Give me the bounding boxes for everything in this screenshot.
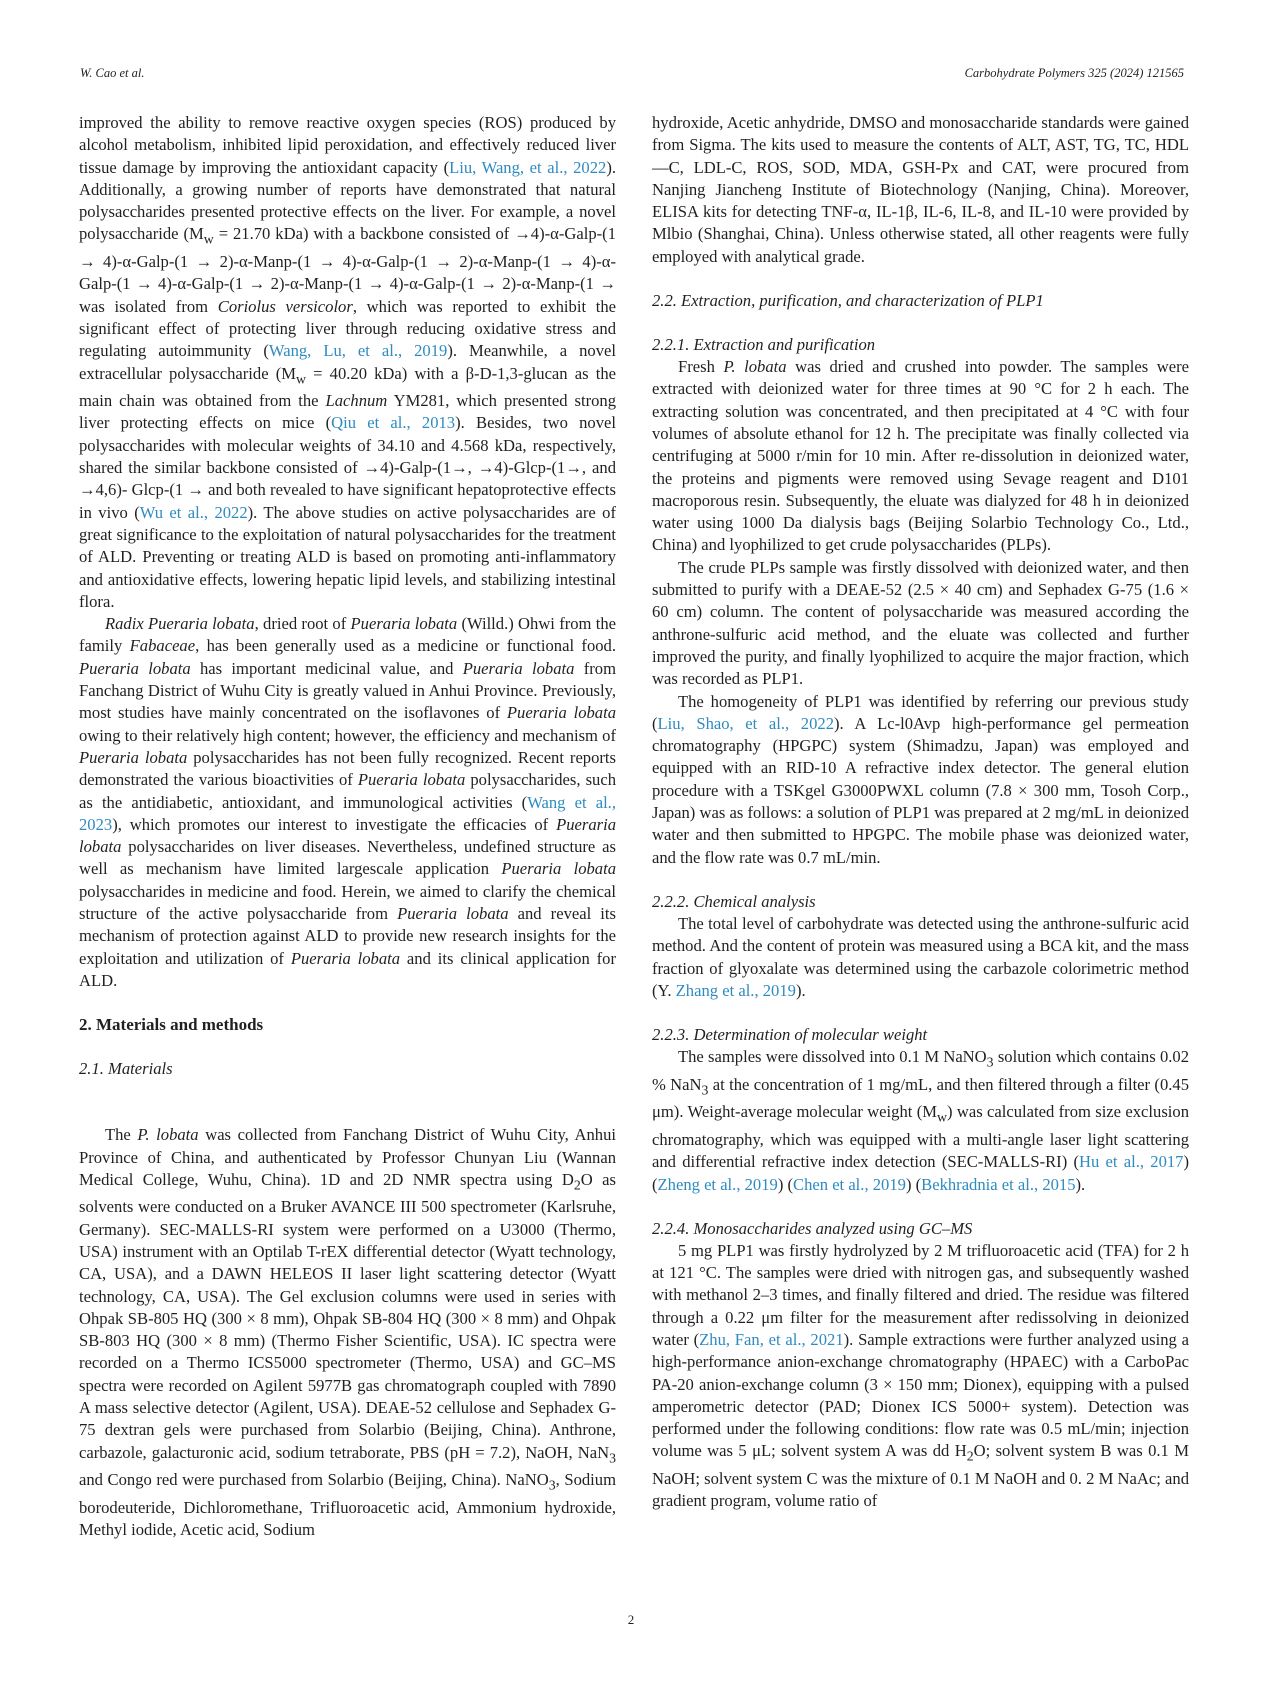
citation-link[interactable]: Wang et al., 2023 (79, 792, 616, 834)
citation-link[interactable]: Zhu, Fan, et al., 2021 (699, 1330, 844, 1349)
citation-link[interactable]: Qiu et al., 2013 (331, 413, 456, 433)
left-column (79, 112, 616, 1541)
subsubsection-heading-extraction-purification: 2.2.1. Extraction and purification (652, 335, 876, 355)
page-number: 2 (627, 1612, 635, 1627)
paragraph-intro-continued: improved the ability to remove reactive oxygen species (ROS) produced by alcohol metabolism, inhibited lipid peroxidation, and effectively reduced liver tissue damage by improving the antioxidant capacity (Liu, Wang, et al., 2022). Additionally, a growing number of reports have demonstrated that natural polysaccharides presented protective effects on the liver. For example, a novel polysaccharide ($M_w = 21.70$ kDa) with a backbone consisted of →4)-α-Galp-(1 → 4)-α-Galp-(1 → 2)-α-Manp-(1 → 4)-α-Galp-(1 → 2)-α-Manp-(1 → 4)-α-Galp-(1 → 4)-α-Galp-(1 → 2)-α-Manp-(1 → 4)-α-Galp-(1 → 2)-α-Manp-(1 → was isolated from Coriolus versicolor, which was reported to exhibit the significant effect of protecting liver through reducing oxidative stress and regulating autoimmunity (Wang, Lu, et al., 2019). Meanwhile, a novel extracellular polysaccharide ($M_w = 40.20$ kDa) with a β-D-1,3-glucan as the main chain was obtained from the Lachnum YM281, which presented strong liver protecting effects on mice (Qiu et al., 2013). Besides, two novel polysaccharides with molecular weights of 34.10 and 4.568 kDa, respectively, shared the similar backbone consisted of →4)-Galp-(1→, →4)-Glcp-(1→, and →4,6)- Glcp-(1 → and both revealed to have significant hepatoprotective effects in vivo (Wu et al., 2022). The above studies on active polysaccharides are of great significance to the exploitation of natural polysaccharides for the treatment of ALD. Preventing or treating ALD is based on promoting anti-inflammatory and antioxidative effects, lowering hepatic lipid levels, and stabilizing intestinal flora. (79, 113, 617, 611)
subsection-heading-materials: 2.1. Materials (79, 1059, 173, 1079)
subsubsection-heading-chemical-analysis: 2.2.2. Chemical analysis (652, 891, 816, 911)
citation-link[interactable]: Hu et al., 2017 (1079, 1152, 1184, 1172)
section-heading-materials-methods: 2. Materials and methods (79, 1015, 264, 1035)
paragraph-materials: The P. lobata was collected from Fanchang District of Wuhu City, Anhui Province of China, and authenticated by Professor Chunyan Liu (Wannan Medical College, Wuhu, China). 1D and 2D NMR spectra using $D_2O$ as solvents were conducted on a Bruker AVANCE III 500 spectrometer (Karlsruhe, Germany). SEC-MALLS-RI system were performed on a U3000 (Thermo, USA) instrument with an Optilab T-rEX differential detector (Wyatt technology, CA, USA), and a DAWN HELEOS II laser light scattering detector (Wyatt technology, CA, USA). The Gel exclusion columns were used in series with Ohpak SB-805 HQ (300 × 8 mm), Ohpak SB-804 HQ (300 × 8 mm) and Ohpak SB-803 HQ (300 × 8 mm) (Thermo Fisher Scientific, USA). IC spectra were recorded on a Thermo ICS5000 spectrometer (Thermo, USA) and GC–MS spectra were recorded on Agilent 5977B gas chromatograph coupled with 7890 A mass selective detector (Agilent, USA). DEAE-52 cellulose and Sephadex G-75 dextran gels were purchased from Solarbio (Beijing, China). Anthrone, carbazole, galacturonic acid, sodium tetraborate, PBS (pH = 7.2), NaOH, NaN$_3$ and Congo red were purchased from Solarbio (Beijing, China). NaNO$_3$, Sodium borodeuteride, Dichloromethane, Trifluoroacetic acid, Ammonium hydroxide, Methyl iodide, Acetic acid, Sodium (79, 1125, 617, 1540)
citation-link[interactable]: Wang, Lu, et al., 2019 (268, 341, 448, 361)
paragraph-extraction: Fresh P. lobata was dried and crushed into powder. The samples were extracted with deionized water for three times at 90 °C for 2 h each. The extracting solution was concentrated, and then precipitated at 4 °C with four volumes of absolute ethanol for 12 h. The precipitate was finally collected via centrifuging at 5000 r/min for 10 min. After re-dissolution in deionized water, the proteins and pigments were removed using Sevage reagent and D101 macroporous resin. Subsequently, the eluate was dialyzed for 48 h in deionized water using 1000 Da dialysis bags (Beijing Solarbio Technology Co., Ltd., China) and lyophilized to get crude polysaccharides (PLPs). (652, 357, 1189, 555)
running-head-authors: W. Cao et al. (80, 66, 145, 80)
citation-link[interactable]: Zhang et al., 2019 (675, 980, 796, 1000)
subsection-heading-extraction-characterization: 2.2. Extraction, purification, and characterization of PLP1 (652, 291, 1044, 311)
paragraph-purification: The crude PLPs sample was firstly dissolved with deionized water, and then submitted to purify with a DEAE-52 (2.5 × 40 cm) and Sephadex G-75 (1.6 × 60 cm) column. The content of polysaccharide was measured according the anthrone-sulfuric acid method, and the eluate was collected and further improved the purity, and finally lyophilized to acquire the major fraction, which was recorded as PLP1. (652, 557, 1189, 689)
citation-link[interactable]: Wu et al., 2022 (139, 502, 248, 522)
right-column (652, 112, 1189, 1513)
paragraph-reagents: hydroxide, Acetic anhydride, DMSO and monosaccharide standards were gained from Sigma. The kits used to measure the contents of ALT, AST, TG, TC, HDL—C, LDL-C, ROS, SOD, MDA, GSH-Px and CAT, were procured from Nanjing Jiancheng Institute of Biotechnology (Nanjing, China). Moreover, ELISA kits for detecting TNF-α, IL-1β, IL-6, IL-8, and IL-10 were provided by Mlbio (Shanghai, China). Unless otherwise stated, all other reagents were fully employed with analytical grade. (652, 113, 1189, 266)
paragraph-molecular-weight: The samples were dissolved into 0.1 M NaNO$_3$ solution which contains 0.02 % NaN$_3$ at the concentration of 1 mg/mL, and then filtered through a filter (0.45 μm). Weight-average molecular weight $(M_w)$ was calculated from size exclusion chromatography, which was equipped with a multi-angle laser light scattering and differential refractive index detection (SEC-MALLS-RI) (Hu et al., 2017) (Zheng et al., 2019) (Chen et al., 2019) (Bekhradnia et al., 2015). (652, 1047, 1189, 1194)
citation-link[interactable]: Zheng et al., 2019 (657, 1174, 778, 1194)
citation-link[interactable]: Chen et al., 2019 (793, 1174, 906, 1194)
paragraph-monosaccharides: 5 mg PLP1 was firstly hydrolyzed by 2 M trifluoroacetic acid (TFA) for 2 h at 121 °C. The samples were dried with nitrogen gas, and subsequently washed with methanol 2–3 times, and finally filtered and dried. The residue was filtered through a 0.22 μm filter for the measurement after redissolving in deionized water (Zhu, Fan, et al., 2021). Sample extractions were further analyzed using a high-performance anion-exchange chromatography (HPAEC) with a CarboPac PA-20 anion-exchange column (3 × 150 mm; Dionex), equipping with a pulsed amperometric detector (PAD; Dionex ICS 5000+ system). Detection was performed under the following conditions: flow rate was 0.5 mL/min; injection volume was 5 μL; solvent system A was dd $H_2O$; solvent system B was 0.1 M NaOH; solvent system C was the mixture of 0.1 M NaOH and 0. 2 M NaAc; and gradient program, volume ratio of (652, 1240, 1189, 1511)
paragraph-chemical-analysis: The total level of carbohydrate was detected using the anthrone-sulfuric acid method. And the content of protein was measured using a BCA kit, and the mass fraction of glyoxalate was determined using the carbazole colorimetric method (Y. Zhang et al., 2019). (652, 913, 1189, 1000)
citation-link[interactable]: Liu, Shao, et al., 2022 (657, 713, 834, 733)
citation-link[interactable]: Liu, Wang, et al., 2022 (449, 157, 607, 177)
citation-link[interactable]: Bekhradnia et al., 2015 (921, 1174, 1076, 1194)
subsubsection-heading-molecular-weight: 2.2.3. Determination of molecular weight (652, 1025, 928, 1045)
paragraph-pueraria: Radix Pueraria lobata, dried root of Pueraria lobata (Willd.) Ohwi from the family Fabaceae, has been generally used as a medicine or functional food. Pueraria lobata has important medicinal value, and Pueraria lobata from Fanchang District of Wuhu City is greatly valued in Anhui Province. Previously, most studies have mainly concentrated on the isoflavones of Pueraria lobata owing to their relatively high content; however, the efficiency and mechanism of Pueraria lobata polysaccharides has not been fully recognized. Recent reports demonstrated the various bioactivities of Pueraria lobata polysaccharides, such as the antidiabetic, antioxidant, and immunological activities (Wang et al., 2023), which promotes our interest to investigate the efficacies of Pueraria lobata polysaccharides on liver diseases. Nevertheless, undefined structure as well as mechanism have limited largescale application Pueraria lobata polysaccharides in medicine and food. Herein, we aimed to clarify the chemical structure of the active polysaccharide from Pueraria lobata and reveal its mechanism of protection against ALD to provide new research insights for the exploitation and utilization of Pueraria lobata and its clinical application for ALD. (79, 614, 617, 990)
running-head-journal: Carbohydrate Polymers 325 (2024) 121565 (964, 66, 1184, 80)
paragraph-homogeneity: The homogeneity of PLP1 was identified by referring our previous study (Liu, Shao, et al., 2022). A Lc-l0Avp high-performance gel permeation chromatography (HPGPC) system (Shimadzu, Japan) was employed and equipped with an RID-10 A refractive index detector. The general elution procedure with a TSKgel G3000PWXL column (7.8 × 300 mm, Tosoh Corp., Japan) was as follows: a solution of PLP1 was prepared at 2 mg/mL in deionized water and then submitted to HPGPC. The mobile phase was deionized water, and the flow rate was 0.7 mL/min. (652, 691, 1190, 867)
subsubsection-heading-monosaccharides: 2.2.4. Monosaccharides analyzed using GC–MS (652, 1218, 973, 1238)
